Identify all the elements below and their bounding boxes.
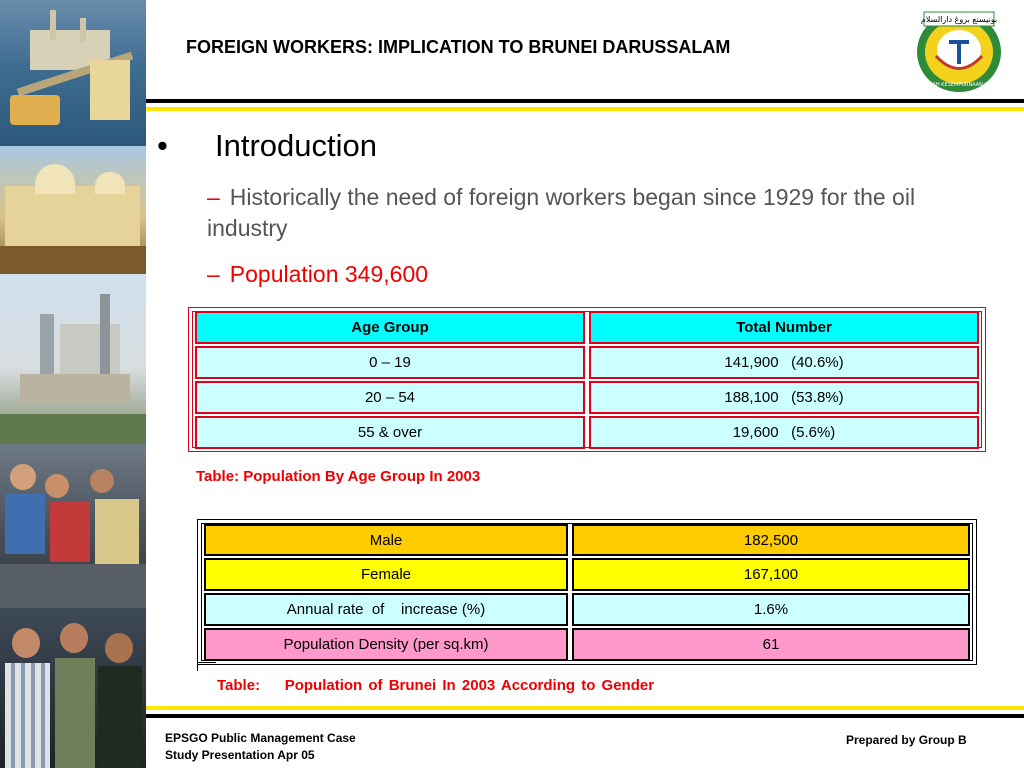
table-cell: 141,900 (40.6%) <box>589 346 979 379</box>
table-cell: Female <box>204 558 568 591</box>
table-cell: 1.6% <box>572 593 970 626</box>
table-cell: Male <box>204 524 568 556</box>
dash-icon: – <box>207 261 220 287</box>
factory-photo <box>0 274 146 444</box>
table-cell: 61 <box>572 628 970 661</box>
footer-prepared-by: Prepared by Group B <box>846 733 967 747</box>
intro-heading: Introduction <box>215 128 377 163</box>
table-cell: Population Density (per sq.km) <box>204 628 568 661</box>
footer-course-info <box>165 730 356 764</box>
table-cell: 20 – 54 <box>195 381 585 414</box>
table-corner-mark <box>197 662 216 671</box>
gender-table-caption: Table: Population of Brunei In 2003 According to Gender <box>217 677 655 694</box>
footer-line: EPSGO Public Management Case <box>165 731 356 745</box>
header-divider <box>146 99 1024 103</box>
table-cell: Annual rate of increase (%) <box>204 593 568 626</box>
sub-item-history <box>207 182 987 244</box>
table-cell: 167,100 <box>572 558 970 591</box>
age-group-table <box>188 307 986 452</box>
svg-text:بونيسنع بروڠ دارالسلام: بونيسنع بروڠ دارالسلام <box>920 15 998 24</box>
workers-crowd-photo <box>0 444 146 608</box>
sub-item-text: Historically the need of foreign workers began since 1929 for the oil industry <box>207 184 916 241</box>
table-cell: 182,500 <box>572 524 970 556</box>
oil-platform-photo <box>0 0 146 146</box>
table-cell: 188,100 (53.8%) <box>589 381 979 414</box>
header-cell-total-number: Total Number <box>589 311 979 344</box>
footer-divider-accent <box>146 706 1024 710</box>
detained-men-photo <box>0 608 146 768</box>
bullet-icon: • <box>157 128 168 163</box>
intro-bullet <box>157 128 377 164</box>
table-cell: 0 – 19 <box>195 346 585 379</box>
header-divider-accent <box>146 107 1024 111</box>
palace-photo <box>0 146 146 274</box>
svg-text:KE ARAH KESEMPURNAAN INSAN: KE ARAH KESEMPURNAAN INSAN <box>917 82 1001 88</box>
brunei-university-logo <box>914 6 1004 94</box>
footer-line: Study Presentation Apr 05 <box>165 748 315 762</box>
header-cell-age-group: Age Group <box>195 311 585 344</box>
dash-icon: – <box>207 184 220 210</box>
age-table-caption: Table: Population By Age Group In 2003 <box>196 468 481 485</box>
table-cell: 55 & over <box>195 416 585 449</box>
sub-item-population <box>207 259 428 290</box>
page-title: FOREIGN WORKERS: IMPLICATION TO BRUNEI DARUSSALAM <box>186 37 731 57</box>
table-cell: 19,600 (5.6%) <box>589 416 979 449</box>
gender-population-table <box>197 519 977 665</box>
footer-divider <box>146 714 1024 718</box>
sub-item-text: Population 349,600 <box>229 261 429 287</box>
